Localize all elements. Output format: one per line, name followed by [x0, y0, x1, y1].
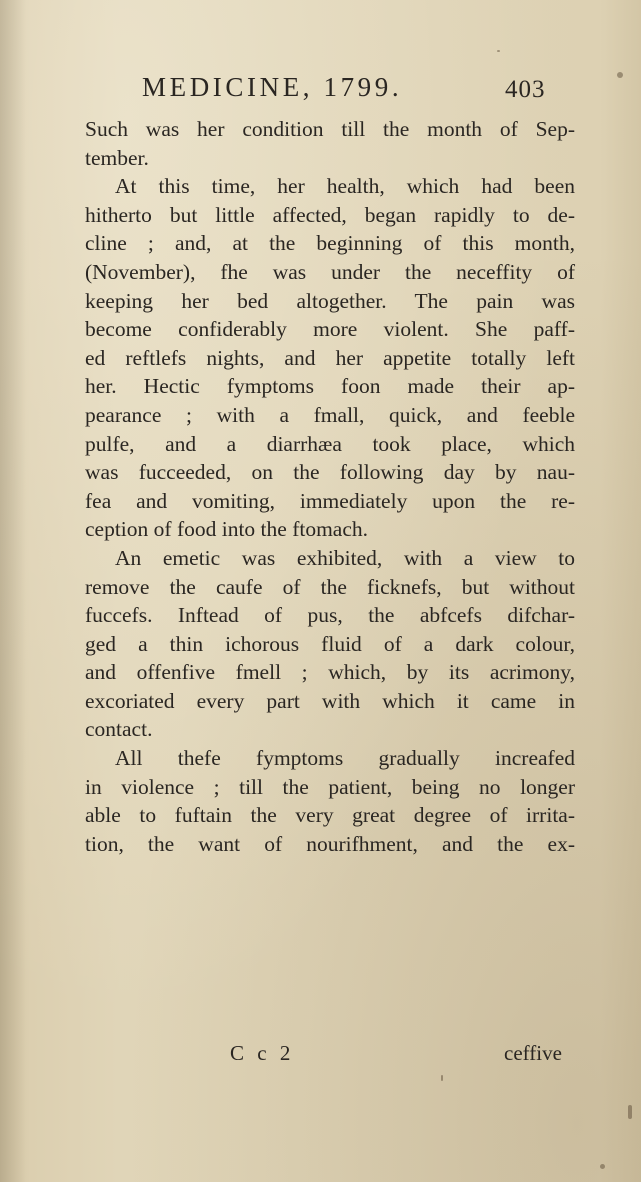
- text-line: fuccefs. Inftead of pus, the abfcefs difchar-: [85, 603, 575, 628]
- text-line: was fucceeded, on the following day by nau-: [85, 460, 575, 485]
- text-line: cline ; and, at the beginning of this month,: [85, 231, 575, 256]
- catchword: ceffive: [504, 1041, 562, 1065]
- text-line: tember.: [85, 145, 149, 170]
- signature-mark: C c 2: [230, 1041, 295, 1065]
- text-line: remove the caufe of the ficknefs, but without: [85, 574, 575, 599]
- text-line: contact.: [85, 717, 153, 742]
- text-line: ception of food into the ftomach.: [85, 517, 369, 542]
- text-line: At this time, her health, which had been: [115, 174, 575, 199]
- paper-speck: [600, 1164, 605, 1169]
- text-line: excoriated every part with which it came in: [85, 688, 575, 713]
- text-line: keeping her bed altogether. The pain was: [85, 288, 575, 313]
- text-line: (November), fhe was under the neceffity of: [85, 259, 575, 284]
- text-line: and offenfive fmell ; which, by its acrimony,: [85, 660, 575, 685]
- text-line: hitherto but little affected, began rapidly to de-: [85, 202, 575, 227]
- text-line: Such was her condition till the month of Sep-: [85, 117, 575, 141]
- running-head: MEDICINE, 1799.: [142, 72, 403, 102]
- text-line: tion, the want of nourifhment, and the ex-: [85, 831, 575, 856]
- text-line: ed reftlefs nights, and her appetite totally left: [85, 345, 575, 370]
- text-line: All thefe fymptoms gradually increafed: [115, 746, 575, 771]
- paper-speck: [497, 50, 500, 52]
- text-line: pearance ; with a fmall, quick, and feeble: [85, 402, 575, 427]
- page-number: 403: [505, 76, 546, 103]
- binding-shadow: [0, 0, 26, 1182]
- paper-speck: [617, 72, 623, 78]
- text-line: in violence ; till the patient, being no longer: [85, 774, 575, 799]
- text-line: able to fuftain the very great degree of irrita-: [85, 803, 575, 828]
- body-text: [85, 115, 575, 858]
- text-line: An emetic was exhibited, with a view to: [115, 545, 575, 570]
- text-line: ged a thin ichorous fluid of a dark colour,: [85, 631, 575, 656]
- text-line: fea and vomiting, immediately upon the re-: [85, 488, 575, 513]
- paper-speck: [628, 1105, 632, 1119]
- paper-speck: [441, 1075, 443, 1081]
- text-line: become confiderably more violent. She paff-: [85, 317, 575, 342]
- text-line: her. Hectic fymptoms foon made their ap-: [85, 374, 575, 399]
- text-line: pulfe, and a diarrhæa took place, which: [85, 431, 575, 456]
